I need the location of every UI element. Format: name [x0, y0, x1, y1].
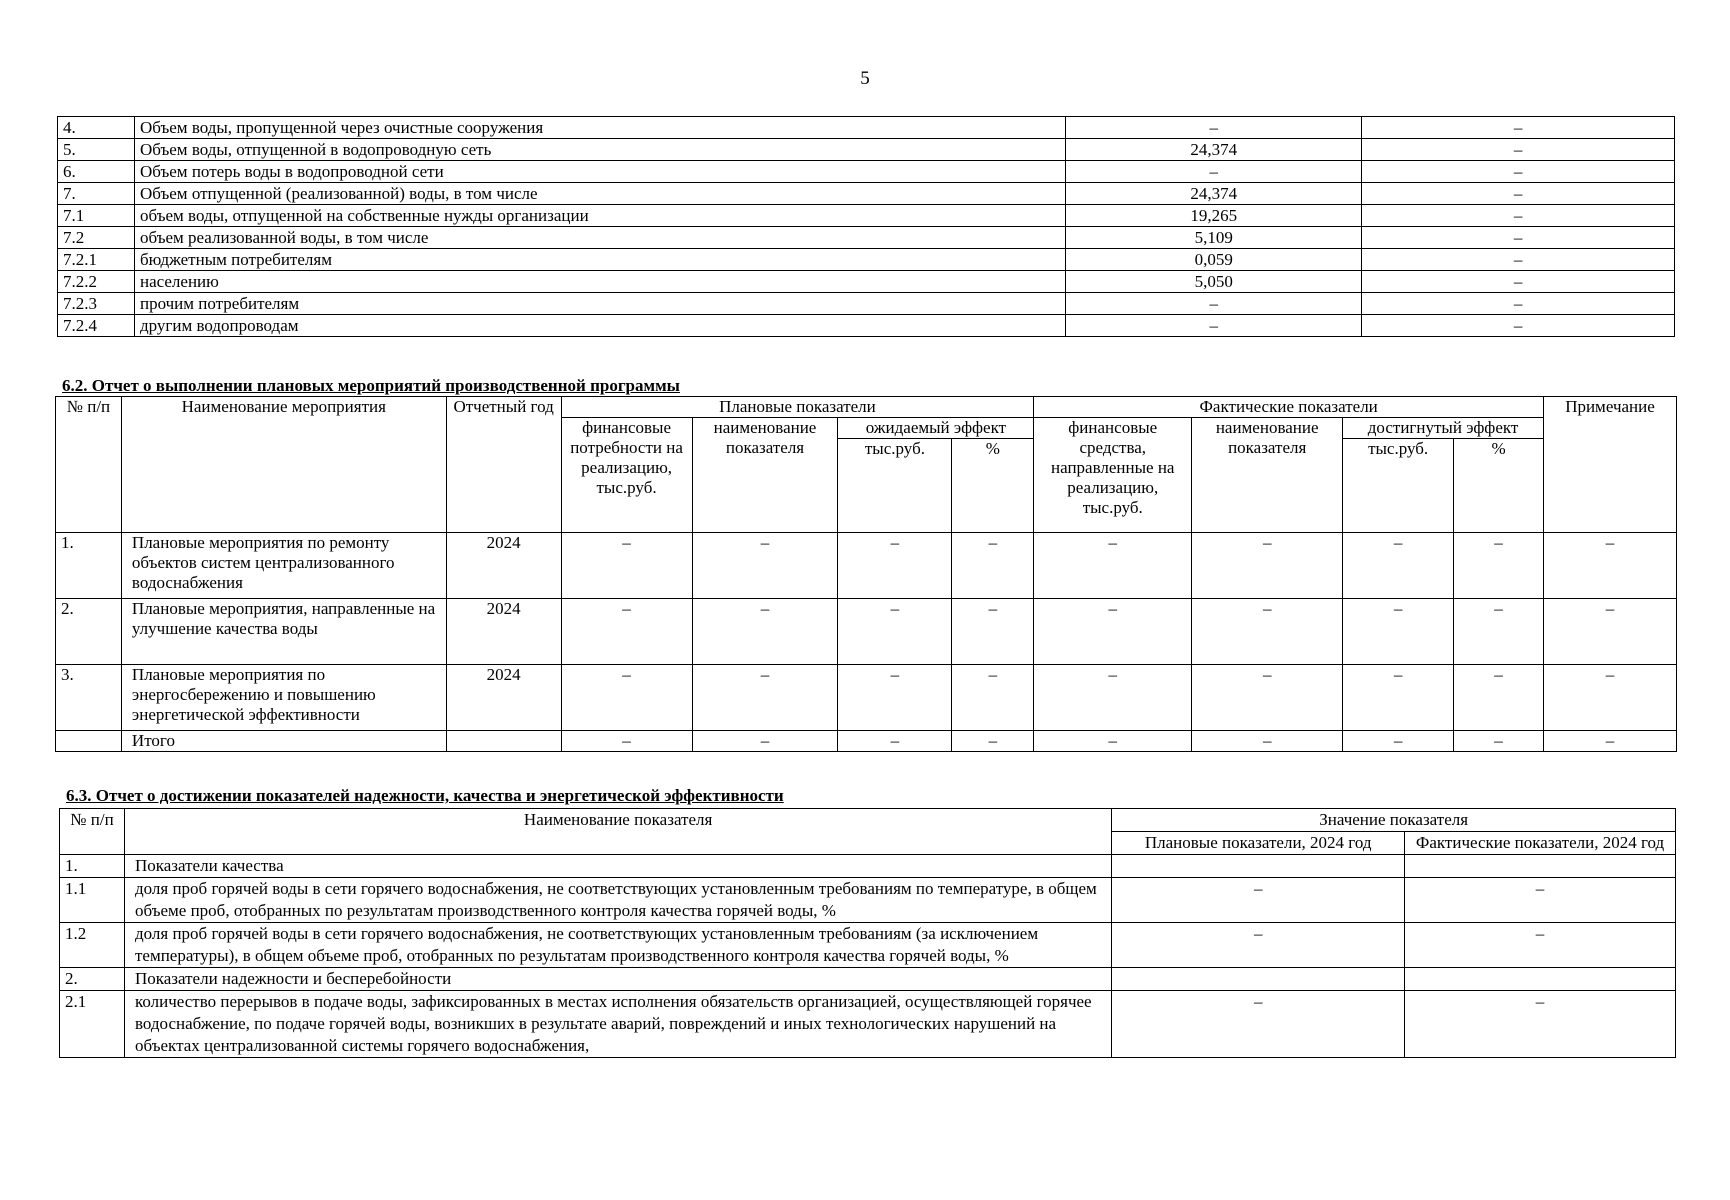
row-year: 2024	[446, 665, 561, 731]
table-row	[56, 665, 1677, 731]
page-number: 5	[860, 68, 870, 89]
row-number: 6.	[58, 161, 135, 183]
header-fact-effect: достигнутый эффект	[1343, 418, 1544, 439]
dash-cell: –	[1192, 731, 1343, 752]
dash-cell: –	[561, 533, 692, 599]
row-value-fact: –	[1362, 271, 1675, 293]
dash-cell: –	[838, 731, 952, 752]
row-name: бюджетным потребителям	[134, 249, 1065, 271]
dash-cell: –	[692, 731, 838, 752]
header-actual: Фактические показатели	[1034, 397, 1544, 418]
table-row	[60, 878, 1676, 923]
table-row	[60, 855, 1676, 878]
table-row	[58, 183, 1675, 205]
dash-cell: –	[1192, 665, 1343, 731]
dash-cell: –	[1034, 599, 1192, 665]
row-name: населению	[134, 271, 1065, 293]
dash-cell: –	[838, 665, 952, 731]
row-number: 5.	[58, 139, 135, 161]
row-indicator-name: количество перерывов в подаче воды, зафиксированных в местах исполнения обязательств организацией, осуществляющей горячее водоснабжение, по подаче горячей воды, возникших в результате аварий, повреждений и иных технологических нарушений на объектах централизованной системы горячего водоснабжения,	[124, 991, 1111, 1058]
header-fact-2024: Фактические показатели, 2024 год	[1405, 832, 1676, 855]
section-6-3-title: 6.3. Отчет о достижении показателей надежности, качества и энергетической эффективности	[66, 786, 784, 805]
row-number: 7.2.2	[58, 271, 135, 293]
row-measure-name: Плановые мероприятия по энергосбережению и повышению энергетической эффективности	[121, 665, 446, 731]
row-value-plan	[1112, 855, 1405, 878]
row-indicator-name: доля проб горячей воды в сети горячего водоснабжения, не соответствующих установленным требованиям (за исключением температуры), в общем объеме проб, отобранных по результатам производственного контроля качества горячей воды, %	[124, 923, 1111, 968]
dash-cell: –	[1192, 533, 1343, 599]
table-row	[58, 249, 1675, 271]
row-value-plan: –	[1066, 293, 1362, 315]
header-note: Примечание	[1543, 397, 1676, 533]
header-plan-rub: тыс.руб.	[838, 439, 952, 533]
header-measure-name: Наименование мероприятия	[121, 397, 446, 533]
dash-cell: –	[952, 599, 1034, 665]
row-value-fact: –	[1405, 878, 1676, 923]
row-value-plan: 5,109	[1066, 227, 1362, 249]
header-report-year: Отчетный год	[446, 397, 561, 533]
header-plan-2024: Плановые показатели, 2024 год	[1112, 832, 1405, 855]
row-value-plan: –	[1112, 923, 1405, 968]
dash-cell: –	[1343, 533, 1454, 599]
row-name: другим водопроводам	[134, 315, 1065, 337]
row-value-plan: –	[1112, 991, 1405, 1058]
row-name: Объем воды, отпущенной в водопроводную сеть	[134, 139, 1065, 161]
row-indicator-name: Показатели качества	[124, 855, 1111, 878]
dash-cell: –	[952, 533, 1034, 599]
row-value-plan: –	[1066, 161, 1362, 183]
dash-cell: –	[1454, 533, 1544, 599]
row-name: Объем потерь воды в водопроводной сети	[134, 161, 1065, 183]
dash-cell: –	[952, 665, 1034, 731]
row-number: 1.	[60, 855, 125, 878]
dash-cell: –	[1543, 599, 1676, 665]
dash-cell: –	[1543, 731, 1676, 752]
header-num: № п/п	[60, 809, 125, 855]
row-name: Объем воды, пропущенной через очистные сооружения	[134, 117, 1065, 139]
row-value-fact: –	[1362, 205, 1675, 227]
dash-cell: –	[1454, 731, 1544, 752]
row-value-fact: –	[1362, 183, 1675, 205]
dash-cell: –	[561, 665, 692, 731]
row-number: 7.1	[58, 205, 135, 227]
row-measure-name: Итого	[121, 731, 446, 752]
row-year: 2024	[446, 533, 561, 599]
header-planned: Плановые показатели	[561, 397, 1034, 418]
row-name: прочим потребителям	[134, 293, 1065, 315]
header-fact-indicator: наименование показателя	[1192, 418, 1343, 533]
header-indicator-name: Наименование показателя	[124, 809, 1111, 855]
row-value-plan: –	[1112, 878, 1405, 923]
row-measure-name: Плановые мероприятия, направленные на улучшение качества воды	[121, 599, 446, 665]
row-number: 1.2	[60, 923, 125, 968]
row-number: 7.2.1	[58, 249, 135, 271]
row-value-plan: –	[1066, 117, 1362, 139]
dash-cell: –	[1543, 533, 1676, 599]
header-plan-indicator: наименование показателя	[692, 418, 838, 533]
table-row	[58, 117, 1675, 139]
row-number: 2.1	[60, 991, 125, 1058]
row-number: 4.	[58, 117, 135, 139]
dash-cell: –	[1343, 599, 1454, 665]
row-value-fact: –	[1362, 161, 1675, 183]
row-value-fact: –	[1405, 923, 1676, 968]
table-row	[56, 731, 1677, 752]
row-number: 3.	[56, 665, 122, 731]
row-value-fact: –	[1362, 293, 1675, 315]
indicators-table	[59, 808, 1676, 1058]
header-fact-pct: %	[1454, 439, 1544, 533]
header-fact-rub: тыс.руб.	[1343, 439, 1454, 533]
table-row	[56, 533, 1677, 599]
row-value-fact: –	[1362, 139, 1675, 161]
header-plan-finance: финансовые потребности на реализацию, тыс.руб.	[561, 418, 692, 533]
row-year	[446, 731, 561, 752]
table-row	[60, 991, 1676, 1058]
row-value-fact	[1405, 855, 1676, 878]
dash-cell: –	[1343, 665, 1454, 731]
row-value-fact	[1405, 968, 1676, 991]
dash-cell: –	[561, 731, 692, 752]
row-indicator-name: доля проб горячей воды в сети горячего водоснабжения, не соответствующих установленным требованиям по температуре, в общем объеме проб, отобранных по результатам производственного контроля качества горячей воды, %	[124, 878, 1111, 923]
row-number: 2.	[60, 968, 125, 991]
row-name: объем воды, отпущенной на собственные нужды организации	[134, 205, 1065, 227]
row-value-fact: –	[1362, 117, 1675, 139]
dash-cell: –	[692, 599, 838, 665]
dash-cell: –	[1034, 533, 1192, 599]
dash-cell: –	[1454, 665, 1544, 731]
table-row	[58, 205, 1675, 227]
dash-cell: –	[692, 533, 838, 599]
row-number	[56, 731, 122, 752]
header-num: № п/п	[56, 397, 122, 533]
row-indicator-name: Показатели надежности и бесперебойности	[124, 968, 1111, 991]
row-value-fact: –	[1362, 315, 1675, 337]
row-value-plan: 5,050	[1066, 271, 1362, 293]
table-row	[58, 139, 1675, 161]
header-plan-effect: ожидаемый эффект	[838, 418, 1034, 439]
table-row	[58, 161, 1675, 183]
row-value-plan: 0,059	[1066, 249, 1362, 271]
row-number: 2.	[56, 599, 122, 665]
table-row	[58, 293, 1675, 315]
dash-cell: –	[838, 533, 952, 599]
row-value-plan: 24,374	[1066, 183, 1362, 205]
table-row	[60, 923, 1676, 968]
row-number: 7.2.3	[58, 293, 135, 315]
row-measure-name: Плановые мероприятия по ремонту объектов систем централизованного водоснабжения	[121, 533, 446, 599]
table-row	[58, 271, 1675, 293]
dash-cell: –	[1034, 731, 1192, 752]
row-number: 1.1	[60, 878, 125, 923]
dash-cell: –	[1192, 599, 1343, 665]
row-number: 7.2	[58, 227, 135, 249]
dash-cell: –	[838, 599, 952, 665]
row-value-plan: 24,374	[1066, 139, 1362, 161]
row-number: 7.2.4	[58, 315, 135, 337]
row-number: 7.	[58, 183, 135, 205]
section-6-2-title: 6.2. Отчет о выполнении плановых мероприятий производственной программы	[62, 376, 680, 395]
table-row	[58, 315, 1675, 337]
header-plan-pct: %	[952, 439, 1034, 533]
dash-cell: –	[952, 731, 1034, 752]
row-value-fact: –	[1362, 249, 1675, 271]
row-name: объем реализованной воды, в том числе	[134, 227, 1065, 249]
row-number: 1.	[56, 533, 122, 599]
row-value-fact: –	[1405, 991, 1676, 1058]
dash-cell: –	[1034, 665, 1192, 731]
header-indicator-value: Значение показателя	[1112, 809, 1676, 832]
dash-cell: –	[1343, 731, 1454, 752]
row-year: 2024	[446, 599, 561, 665]
row-value-fact: –	[1362, 227, 1675, 249]
header-fact-finance: финансовые средства, направленные на реализацию, тыс.руб.	[1034, 418, 1192, 533]
dash-cell: –	[1543, 665, 1676, 731]
table-row	[60, 968, 1676, 991]
row-value-plan: –	[1066, 315, 1362, 337]
dash-cell: –	[1454, 599, 1544, 665]
water-volume-table	[57, 116, 1675, 337]
dash-cell: –	[692, 665, 838, 731]
table-row	[58, 227, 1675, 249]
row-value-plan	[1112, 968, 1405, 991]
row-name: Объем отпущенной (реализованной) воды, в том числе	[134, 183, 1065, 205]
table-row	[56, 599, 1677, 665]
planned-measures-table	[55, 396, 1677, 752]
row-value-plan: 19,265	[1066, 205, 1362, 227]
dash-cell: –	[561, 599, 692, 665]
